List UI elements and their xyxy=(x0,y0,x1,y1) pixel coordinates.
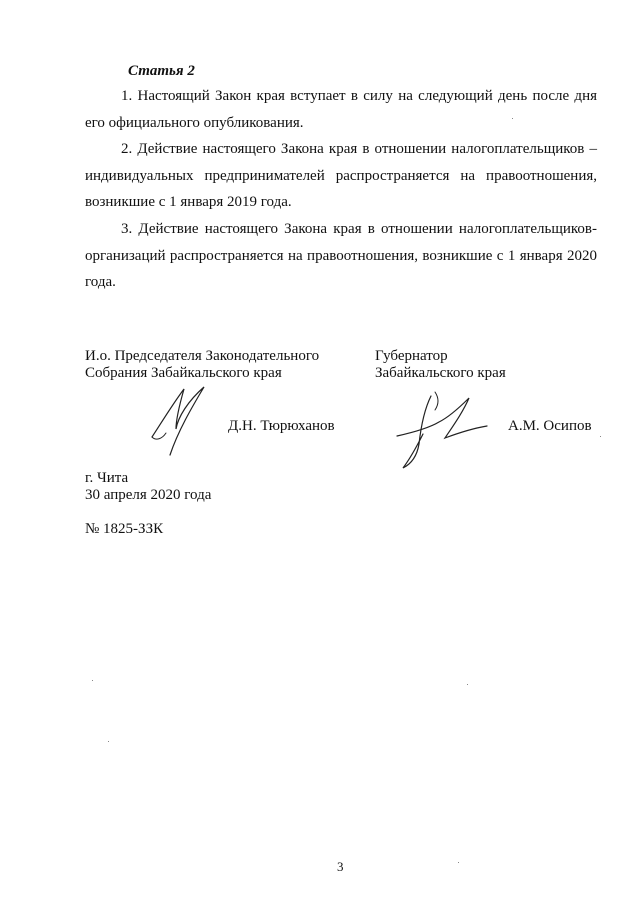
left-handwritten-signature xyxy=(148,383,212,457)
right-signatory-position xyxy=(375,348,506,382)
left-position-line1: И.о. Председателя Законодательного xyxy=(85,348,320,364)
paragraph-2: 2. Действие настоящего Закона края в отношении налогоплательщиков – индивидуальных предпринимателей распространяется на правоотношения, возникшие с 1 января 2019 года. xyxy=(85,141,597,210)
right-position-line1: Губернатор xyxy=(375,348,448,364)
paragraph-1: 1. Настоящий Закон края вступает в силу на следующий день после дня его официального опубликования. xyxy=(85,88,597,131)
scan-speck xyxy=(92,680,93,681)
scan-speck xyxy=(512,118,513,119)
date: 30 апреля 2020 года xyxy=(85,487,212,503)
place: г. Чита xyxy=(85,470,129,486)
right-position-line2: Забайкальского края xyxy=(375,365,506,381)
scan-speck xyxy=(600,436,601,437)
article-title: Статья 2 xyxy=(128,63,195,79)
place-and-date xyxy=(85,470,211,504)
law-number: № 1825-ЗЗК xyxy=(85,521,164,537)
page-number: 3 xyxy=(337,859,344,874)
scan-speck xyxy=(458,862,459,863)
left-signatory-name: Д.Н. Тюрюханов xyxy=(228,418,335,434)
scan-speck xyxy=(467,684,468,685)
paragraph-3: 3. Действие настоящего Закона края в отношении налогоплательщиков-организаций распространяется на правоотношения, возникшие с 1 января 2020 года. xyxy=(85,221,597,290)
scan-speck xyxy=(108,741,109,742)
right-signatory-name: А.М. Осипов xyxy=(508,418,592,434)
left-signatory-position xyxy=(85,348,319,382)
right-handwritten-signature xyxy=(395,388,490,472)
left-position-line2: Собрания Забайкальского края xyxy=(85,365,282,381)
